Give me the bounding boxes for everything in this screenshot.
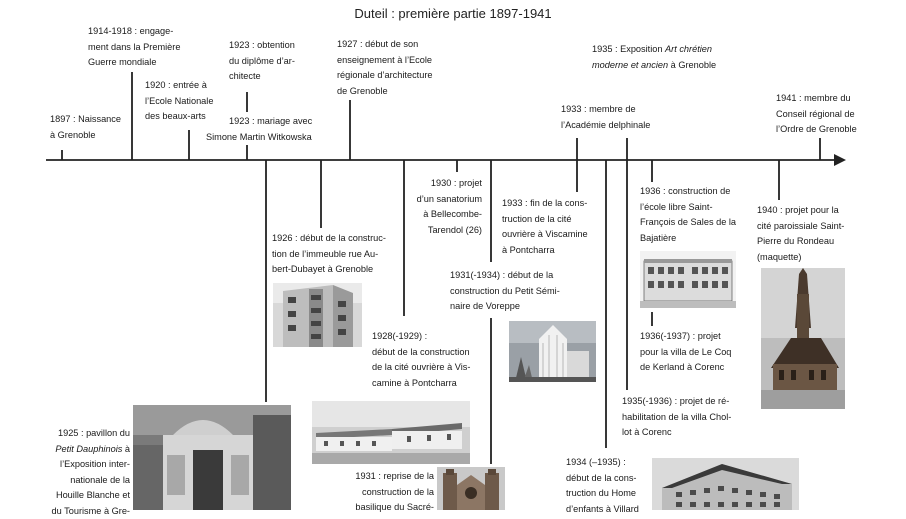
photo-ecole-saint-francois [640,251,736,308]
photo-cite-viscamine [312,401,470,464]
event-1935-rehabilitation: 1935(-1936) : projet de ré- habilitation de la villa Chol- lot à Corenc [622,396,732,437]
event-1897: 1897 : Naissance à Grenoble [50,114,121,140]
event-1925: 1925 : pavillon du Petit Dauphinois à l’Exposition inter- nationale de la Houille Blanche et du Tourisme à Gre- [51,428,130,516]
event-1936-ecole: 1936 : construction de l’école libre Saint- François de Sales de la Bajatière [640,186,737,243]
event-1935-exposition: 1935 : Exposition Art chrétien moderne et ancien à Grenoble [592,44,717,70]
page-title: Duteil : première partie 1897-1941 [354,6,552,21]
photo-basilique-sacre-coeur [437,467,505,510]
event-1927: 1927 : début de son enseignement à l’Ecole régionale d’architecture de Grenoble [337,39,433,96]
event-1920: 1920 : entrée à l’Ecole Nationale des beaux-arts [145,80,214,121]
photo-maquette-saint-pierre [761,268,845,409]
event-1926: 1926 : début de la construc- tion de l’immeuble rue Au- bert-Dubayet à Grenoble [272,233,386,274]
event-1930: 1930 : projet d’un sanatorium à Bellecombe- Tarendol (26) [416,178,482,235]
photo-pavillon-petit-dauphinois [133,405,291,510]
event-1931-basilique: 1931 : reprise de la construction de la basilique du Sacré- [355,471,434,512]
event-1928: 1928(-1929) : début de la construction de la cité ouvrière à Vis- camine à Pontcharra [372,331,471,388]
event-1933-academie: 1933 : membre de l’Académie delphinale [561,104,651,130]
timeline-arrowhead [834,154,846,166]
event-1936-villa: 1936(-1937) : projet pour la villa de Le Coq de Kerland à Corenc [640,331,732,372]
photo-immeuble-aubert-dubayet [273,283,362,347]
event-1923-diploma: 1923 : obtention du diplôme d’ar- chitecte [229,40,295,81]
event-1933-cite: 1933 : fin de la cons- truction de la cité ouvrière à Viscamine à Pontcharra [502,198,588,255]
event-1940: 1940 : projet pour la cité paroissiale Saint- Pierre du Rondeau (maquette) [757,205,845,262]
event-1934: 1934 (–1935) : début de la cons- truction du Home d’enfants à Villard [566,457,639,514]
photo-petit-seminaire-voreppe [509,321,596,382]
event-1931-seminaire: 1931(-1934) : début de la construction du Petit Sémi- naire de Voreppe [450,270,560,311]
event-1923-marriage: 1923 : mariage avec Simone Martin Witkowska [206,116,313,142]
photo-home-enfants-villard [652,458,799,510]
event-1914: 1914-1918 : engage- ment dans la Première Guerre mondiale [88,26,181,67]
event-1941: 1941 : membre du Conseil régional de l’Ordre de Grenoble [776,93,857,134]
